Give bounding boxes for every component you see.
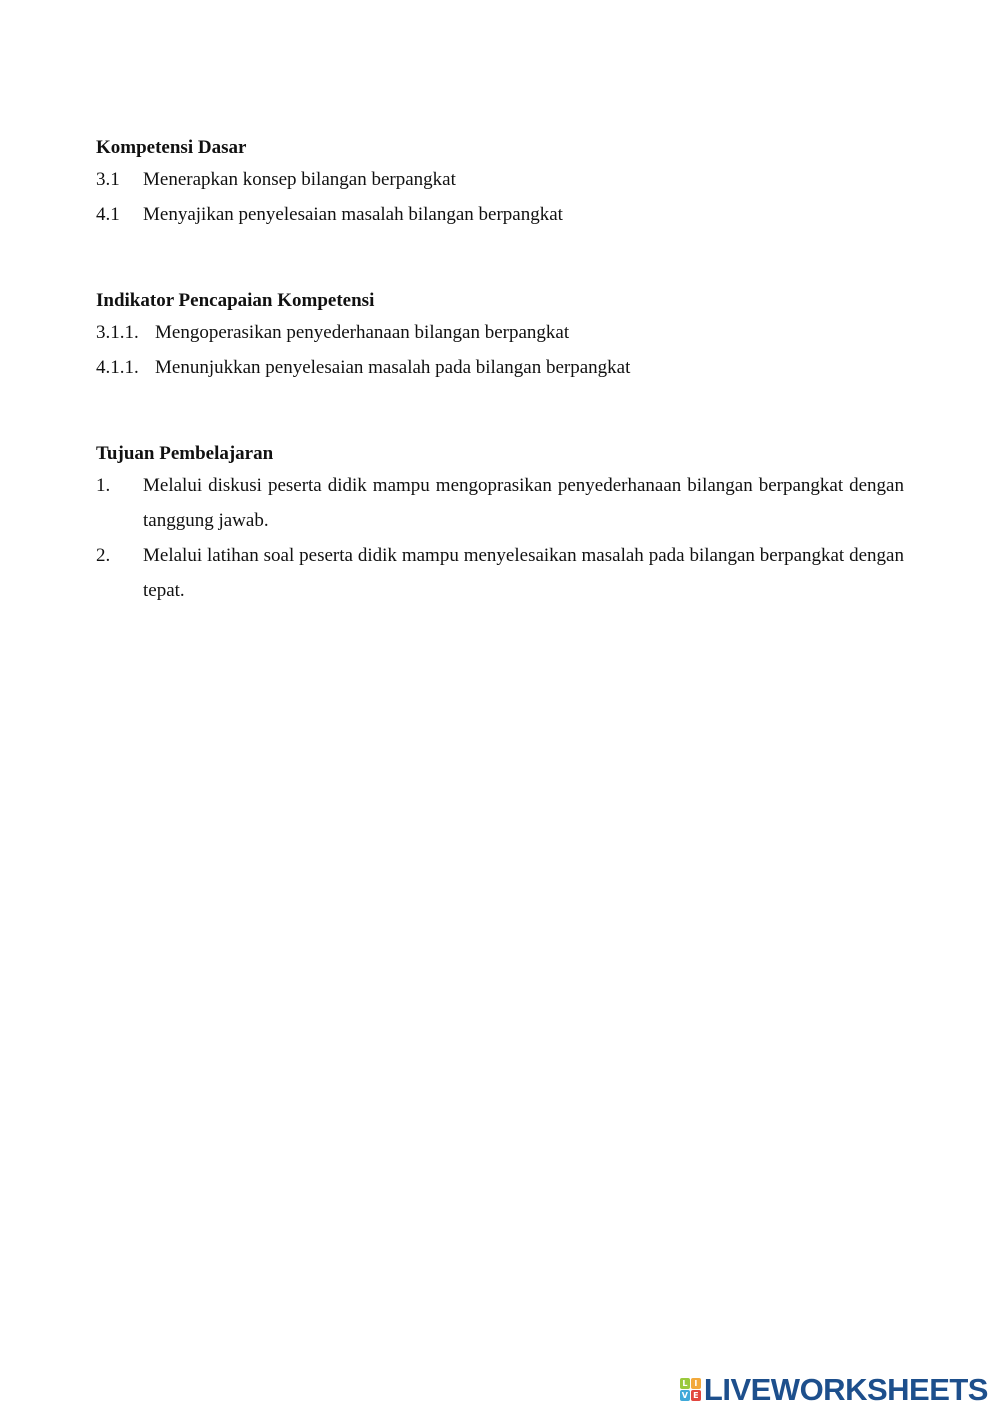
tujuan-section — [96, 440, 904, 608]
item-text: Menerapkan konsep bilangan berpangkat — [143, 169, 456, 190]
item-number: 2. — [96, 545, 111, 566]
section-spacer — [96, 232, 904, 287]
list-item — [96, 350, 904, 385]
item-text: Melalui latihan soal peserta didik mampu menyelesaikan masalah pada bilangan berpangkat dengan tepat. — [143, 545, 904, 601]
section-heading: Tujuan Pembelajaran — [96, 443, 274, 464]
section-heading: Indikator Pencapaian Kompetensi — [96, 290, 375, 311]
item-number: 4.1 — [96, 204, 120, 225]
list-item — [96, 315, 904, 350]
section-heading: Kompetensi Dasar — [96, 137, 247, 158]
logo-block-v: V — [681, 1391, 688, 1400]
item-number: 1. — [96, 475, 111, 496]
live-blocks-icon — [680, 1378, 702, 1402]
item-text: Menunjukkan penyelesaian masalah pada bilangan berpangkat — [155, 357, 631, 378]
item-text: Mengoperasikan penyederhanaan bilangan berpangkat — [155, 322, 570, 343]
logo-block-i: I — [691, 1378, 701, 1389]
kompetensi-dasar-section — [96, 134, 904, 232]
list-item — [96, 162, 904, 197]
item-text: Menyajikan penyelesaian masalah bilangan berpangkat — [143, 204, 563, 225]
item-number: 4.1.1. — [96, 357, 139, 378]
logo-block-l: L — [680, 1378, 690, 1389]
item-number: 3.1.1. — [96, 322, 139, 343]
item-number: 3.1 — [96, 169, 120, 190]
list-item — [96, 538, 904, 608]
logo-wordmark: LIVEWORKSHEETS — [703, 1372, 988, 1407]
section-spacer — [96, 385, 904, 440]
logo-block-e: E — [691, 1390, 701, 1401]
item-text: Melalui diskusi peserta didik mampu mengoprasikan penyederhanaan bilangan berpangkat dengan tanggung jawab. — [143, 475, 904, 531]
liveworksheets-logo — [680, 1374, 988, 1406]
list-item — [96, 197, 904, 232]
list-item — [96, 468, 904, 538]
document-page — [96, 134, 904, 608]
indikator-section — [96, 287, 904, 385]
